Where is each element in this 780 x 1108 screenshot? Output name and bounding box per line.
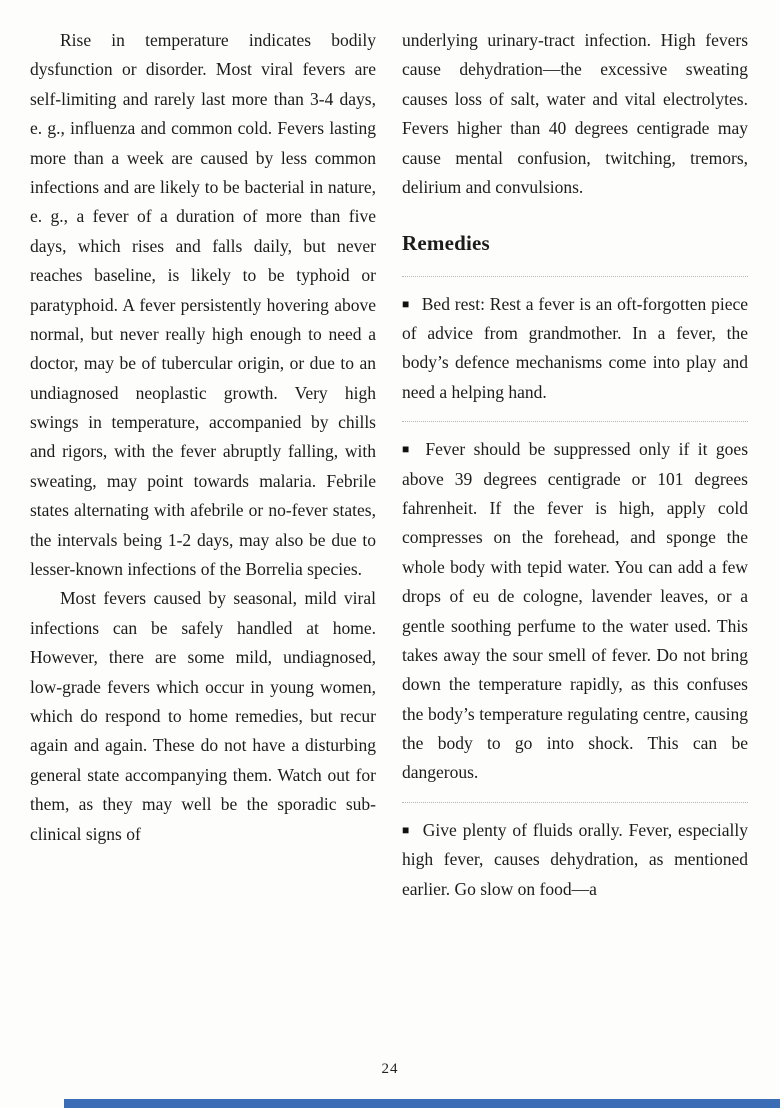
right-column [402, 26, 748, 904]
paragraph-fever-types: Rise in temperature indicates bodily dysfunction or disorder. Most viral fevers are self-limiting and rarely last more than 3-4 days, e. g., influenza and common cold. Fevers lasting more than a week are caused by less common infections and are likely to be bacterial in nature, e. g., a fever of a duration of more than five days, which rises and falls daily, but never reaches baseline, is likely to be typhoid or paratyphoid. A fever persistently hovering above normal, but never really high enough to need a doctor, may be of tubercular origin, or due to an undiagnosed neoplastic growth. Very high swings in temperature, accompanied by chills and rigors, with the fever abruptly falling, with sweating, may point towards malaria. Febrile states alternating with afebrile or no-fever states, the intervals being 1-2 days, may also be due to lesser-known infections of the Borrelia species. [30, 30, 376, 580]
bullet-text: Give plenty of fluids orally. Fever, especially high fever, causes dehydration, as mentioned earlier. Go slow on food—a [402, 819, 749, 899]
bullet-text: Fever should be suppressed only if it goes above 39 degrees centigrade or 101 degrees fahrenheit. If the fever is high, apply cold compresses on the forehead, and sponge the whole body with tepid water. You can add a few drops of eu de cologne, lavender leaves, or a gentle soothing perfume to the water used. This takes away the sour smell of fever. Do not bring down the temperature rapidly, as this confuses the body’s temperature regulating centre, causing the body to go into shock. This can be dangerous. [402, 439, 749, 783]
bullet-item-suppress-fever [402, 435, 748, 788]
square-bullet-icon: ■ [402, 822, 411, 837]
page-number: 24 [381, 1061, 399, 1077]
separator-rule [402, 276, 748, 277]
separator-rule [402, 421, 748, 422]
two-column-layout [30, 26, 748, 904]
section-heading-remedies: Remedies [402, 231, 490, 256]
bullet-item-fluids [402, 816, 748, 904]
paragraph-seasonal-fevers: Most fevers caused by seasonal, mild viral infections can be safely handled at home. However, there are some mild, undiagnosed, low-grade fevers which occur in young women, which do respond to home remedies, but recur again and again. These do not have a disturbing general state accompanying them. Watch out for them, as they may well be the sporadic sub-clinical signs of [30, 588, 376, 844]
paragraph-intro-continuation: underlying urinary-tract infection. High fevers cause dehydration—the excessive sweating causes loss of salt, water and vital electrolytes. Fevers higher than 40 degrees centigrade may cause mental confusion, twitching, tremors, delirium and convulsions. [402, 30, 748, 197]
left-column [30, 26, 376, 904]
bottom-edge-bar [64, 1099, 780, 1108]
square-bullet-icon: ■ [402, 442, 414, 457]
bullet-text: Bed rest: Rest a fever is an oft-forgotten piece of advice from grandmother. In a fever, the body’s defence mechanisms come into play and need a helping hand. [402, 293, 749, 402]
square-bullet-icon: ■ [402, 296, 410, 311]
separator-rule [402, 802, 748, 803]
bullet-item-bed-rest [402, 290, 748, 408]
